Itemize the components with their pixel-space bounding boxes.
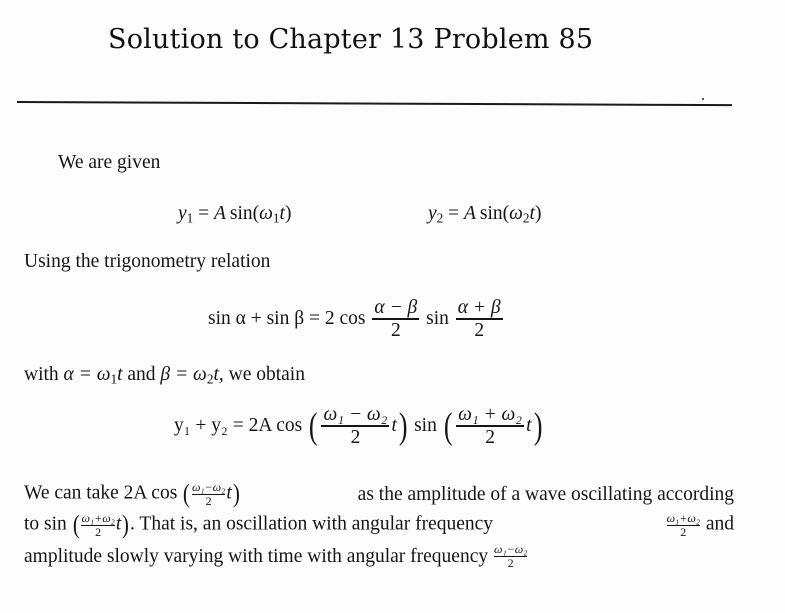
title-divider <box>17 101 732 106</box>
fraction-omega-sum <box>456 405 524 448</box>
trig-identity-equation <box>208 298 505 341</box>
fraction-numerator: ω₁ + ω₂ <box>458 404 523 425</box>
subscript: 1 <box>110 371 118 387</box>
fraction-numerator: ω₁ − ω₂ <box>323 404 388 425</box>
var-t: t <box>117 364 123 385</box>
fraction-denominator: 2 <box>205 494 212 508</box>
right-paren: ) <box>122 510 130 540</box>
fraction-alpha-plus-beta <box>456 298 503 341</box>
beta-assignment: β = ω <box>160 364 207 385</box>
substitution-text <box>24 364 305 386</box>
fraction-denominator: 2 <box>680 525 687 539</box>
subscript: 2 <box>436 210 444 226</box>
inline-fraction-omega-sum <box>667 512 700 538</box>
right-paren: ) <box>533 406 543 448</box>
omega: ω <box>509 203 523 224</box>
text-that-is-oscillation: . That is, an oscillation with angular frequency <box>130 513 494 535</box>
left-paren: ( <box>308 406 318 448</box>
text-to-sin: to sin <box>24 513 67 535</box>
subscript: 1 <box>272 210 280 226</box>
fraction-denominator: 2 <box>390 319 401 341</box>
fraction-numerator: ω₁+ω₂ <box>81 511 115 526</box>
fraction-denominator: 2 <box>95 525 102 539</box>
subscript: 2 <box>206 371 214 387</box>
var-t: t <box>115 513 122 535</box>
right-paren: ) <box>232 479 240 509</box>
line2-lead <box>24 512 493 538</box>
fraction-denominator: 2 <box>507 556 514 570</box>
left-paren: ( <box>72 510 80 540</box>
fraction-numerator: ω₁−ω₂ <box>191 480 226 495</box>
fraction-denominator: 2 <box>474 319 485 341</box>
sin-open: sin( <box>479 203 510 224</box>
conclusion-paragraph <box>24 479 734 572</box>
given-equation-2: $y_2 = A$ $\sin(\omega_2t)$ <box>428 203 542 226</box>
inline-fraction-omega-diff <box>494 543 527 569</box>
scan-speck <box>702 98 704 100</box>
subscript: 2 <box>522 210 530 226</box>
conclusion-line-3 <box>24 541 734 572</box>
var-t: t <box>226 482 232 504</box>
conclusion-line-2 <box>24 510 734 541</box>
sin-operator: sin <box>426 308 449 330</box>
sin-open: sin( <box>229 203 260 224</box>
subscript: 1 <box>186 210 194 226</box>
sin-operator: sin <box>414 415 437 437</box>
fraction-denominator: 2 <box>485 426 495 448</box>
fraction-numerator: ω₁+ω₂ <box>666 511 700 526</box>
var-t: t <box>213 364 219 385</box>
fraction-numerator: α + β <box>457 297 501 318</box>
alpha-assignment: α = ω <box>63 364 111 385</box>
text-amplitude-slowly-varying: amplitude slowly varying with time with angular frequency <box>24 545 489 567</box>
text-and: and <box>705 513 734 535</box>
fraction-numerator: ω₁−ω₂ <box>493 542 528 557</box>
text-and: and <box>122 364 161 385</box>
var-t: t <box>391 415 397 437</box>
given-equation-1: $y_1 = A$ $\sin(\omega_1t)$ <box>178 203 292 226</box>
var-y: y <box>428 203 437 224</box>
omega: ω <box>259 203 273 224</box>
result-equation <box>174 405 544 448</box>
identity-lhs: sin α + sin β = 2 cos <box>208 308 366 330</box>
result-lhs: y₁ + y₂ = 2A cos <box>174 415 303 437</box>
fraction-numerator: α − β <box>374 297 418 318</box>
text-we-can-take: We can take 2A cos <box>24 482 178 504</box>
right-paren: ) <box>398 406 408 448</box>
conclusion-line-1 <box>24 479 734 510</box>
page-title: Solution to Chapter 13 Problem 85 <box>108 24 594 55</box>
trig-intro-text: Using the trigonometry relation <box>24 251 271 272</box>
line1-lead <box>24 481 241 507</box>
inline-fraction-omega-sum <box>81 512 114 538</box>
inline-fraction-omega-diff <box>192 481 225 507</box>
intro-text: We are given <box>58 152 161 173</box>
fraction-omega-diff <box>321 405 389 448</box>
text-we-obtain: , we obtain <box>218 364 305 385</box>
text-with: with <box>24 364 64 385</box>
line2-tail <box>666 512 734 538</box>
var-y: y <box>178 203 187 224</box>
fraction-denominator: 2 <box>350 426 361 448</box>
left-paren: ( <box>443 406 453 448</box>
left-paren: ( <box>183 479 191 509</box>
fraction-alpha-minus-beta <box>372 298 419 341</box>
var-t: t <box>526 415 532 437</box>
text-amplitude-of-wave: as the amplitude of a wave oscillating according <box>357 483 734 505</box>
